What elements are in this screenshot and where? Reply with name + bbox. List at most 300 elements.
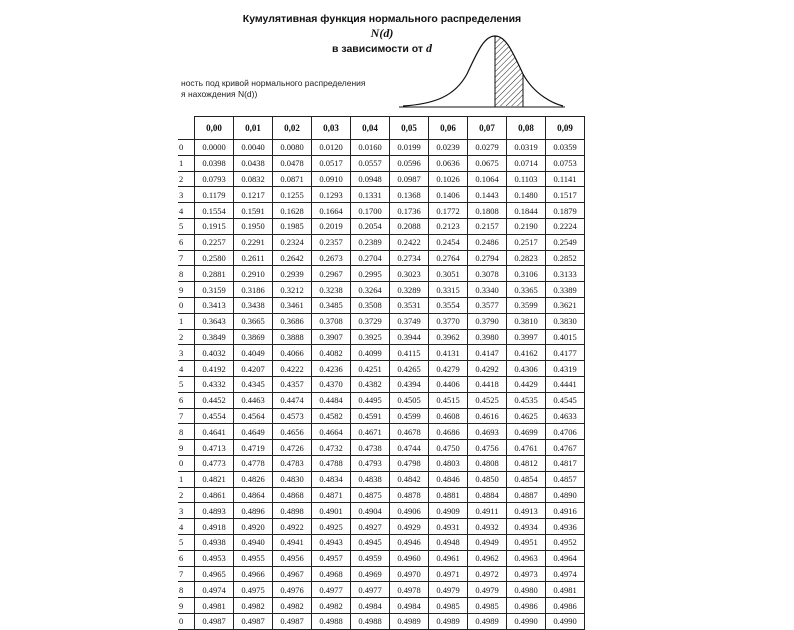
column-header: 0,00 — [195, 117, 234, 140]
table-cell: 0.2054 — [351, 218, 390, 234]
table-cell: 0.4948 — [429, 534, 468, 550]
table-cell: 0.4920 — [234, 519, 273, 535]
table-cell: 0.4989 — [468, 613, 507, 629]
table-cell: 0.4842 — [390, 471, 429, 487]
table-corner — [178, 117, 195, 140]
table-cell: 0.3159 — [195, 282, 234, 298]
table-cell: 0.4535 — [507, 392, 546, 408]
table-cell: 0.4495 — [351, 392, 390, 408]
table-cell: 0.4909 — [429, 503, 468, 519]
table-cell: 0.4788 — [312, 455, 351, 471]
table-row — [178, 566, 585, 582]
table-cell: 0.1700 — [351, 203, 390, 219]
table-cell: 0.4032 — [195, 345, 234, 361]
table-cell: 0.4793 — [351, 455, 390, 471]
table-cell: 0.3770 — [429, 313, 468, 329]
table-cell: 0.0636 — [429, 155, 468, 171]
table-cell: 0.4945 — [351, 534, 390, 550]
table-cell: 0.4966 — [234, 566, 273, 582]
table-cell: 0.2019 — [312, 218, 351, 234]
table-cell: 0.4978 — [390, 582, 429, 598]
table-cell: 0.0040 — [234, 140, 273, 156]
row-label: 2 — [178, 171, 195, 187]
table-cell: 0.0478 — [273, 155, 312, 171]
table-cell: 0.3577 — [468, 297, 507, 313]
table-cell: 0.4881 — [429, 487, 468, 503]
table-cell: 0.4484 — [312, 392, 351, 408]
table-cell: 0.1844 — [507, 203, 546, 219]
table-cell: 0.4968 — [312, 566, 351, 582]
table-cell: 0.1443 — [468, 187, 507, 203]
table-cell: 0.4850 — [468, 471, 507, 487]
table-cell: 0.4913 — [507, 503, 546, 519]
table-cell: 0.4977 — [312, 582, 351, 598]
table-row — [178, 376, 585, 392]
table-cell: 0.4821 — [195, 471, 234, 487]
table-cell: 0.3749 — [390, 313, 429, 329]
table-cell: 0.4616 — [468, 408, 507, 424]
column-header: 0,07 — [468, 117, 507, 140]
table-cell: 0.4981 — [546, 582, 585, 598]
table-body — [178, 140, 585, 630]
column-header: 0,09 — [546, 117, 585, 140]
table-cell: 0.4982 — [234, 598, 273, 614]
row-label: 4 — [178, 203, 195, 219]
table-cell: 0.0714 — [507, 155, 546, 171]
table-cell: 0.4986 — [546, 598, 585, 614]
table-cell: 0.3133 — [546, 266, 585, 282]
row-label: 0 — [178, 140, 195, 156]
table-cell: 0.4979 — [429, 582, 468, 598]
row-label: 9 — [178, 440, 195, 456]
row-label: 5 — [178, 218, 195, 234]
table-cell: 0.3051 — [429, 266, 468, 282]
table-cell: 0.4678 — [390, 424, 429, 440]
table-cell: 0.4987 — [273, 613, 312, 629]
table-row — [178, 392, 585, 408]
table-cell: 0.4147 — [468, 345, 507, 361]
table-cell: 0.0080 — [273, 140, 312, 156]
table-cell: 0.2190 — [507, 218, 546, 234]
table-row — [178, 598, 585, 614]
table-cell: 0.4959 — [351, 550, 390, 566]
table-cell: 0.4854 — [507, 471, 546, 487]
table-cell: 0.4936 — [546, 519, 585, 535]
table-cell: 0.3264 — [351, 282, 390, 298]
table-cell: 0.4345 — [234, 376, 273, 392]
table-cell: 0.4803 — [429, 455, 468, 471]
table-cell: 0.4987 — [195, 613, 234, 629]
table-cell: 0.4927 — [351, 519, 390, 535]
table-cell: 0.4984 — [351, 598, 390, 614]
table-cell: 0.1985 — [273, 218, 312, 234]
table-cell: 0.2734 — [390, 250, 429, 266]
table-cell: 0.4984 — [390, 598, 429, 614]
table-cell: 0.4846 — [429, 471, 468, 487]
table-cell: 0.2224 — [546, 218, 585, 234]
table-cell: 0.4706 — [546, 424, 585, 440]
normal-distribution-table — [178, 116, 585, 630]
table-cell: 0.4956 — [273, 550, 312, 566]
table-cell: 0.3790 — [468, 313, 507, 329]
row-label: 0 — [178, 297, 195, 313]
table-cell: 0.2881 — [195, 266, 234, 282]
table-cell: 0.4115 — [390, 345, 429, 361]
table-cell: 0.4988 — [351, 613, 390, 629]
table-cell: 0.2517 — [507, 234, 546, 250]
table-cell: 0.1950 — [234, 218, 273, 234]
table-cell: 0.3686 — [273, 313, 312, 329]
table-cell: 0.4955 — [234, 550, 273, 566]
table-cell: 0.2642 — [273, 250, 312, 266]
table-cell: 0.4916 — [546, 503, 585, 519]
table-cell: 0.4726 — [273, 440, 312, 456]
table-cell: 0.4761 — [507, 440, 546, 456]
table-cell: 0.1293 — [312, 187, 351, 203]
table-row — [178, 471, 585, 487]
table-cell: 0.2910 — [234, 266, 273, 282]
table-cell: 0.4633 — [546, 408, 585, 424]
caption-line-1: ность под кривой нормального распределения — [181, 78, 366, 88]
table-cell: 0.2673 — [312, 250, 351, 266]
table-cell: 0.2324 — [273, 234, 312, 250]
row-label: 9 — [178, 598, 195, 614]
table-cell: 0.3485 — [312, 297, 351, 313]
table-cell: 0.4812 — [507, 455, 546, 471]
table-cell: 0.4980 — [507, 582, 546, 598]
table-row — [178, 582, 585, 598]
table-cell: 0.0596 — [390, 155, 429, 171]
table-cell: 0.1915 — [195, 218, 234, 234]
column-header: 0,03 — [312, 117, 351, 140]
table-row — [178, 282, 585, 298]
table-cell: 0.4573 — [273, 408, 312, 424]
table-cell: 0.4656 — [273, 424, 312, 440]
table-row — [178, 234, 585, 250]
row-label: 8 — [178, 424, 195, 440]
table-cell: 0.2580 — [195, 250, 234, 266]
table-row — [178, 503, 585, 519]
table-cell: 0.4370 — [312, 376, 351, 392]
table-cell: 0.4986 — [507, 598, 546, 614]
table-cell: 0.3962 — [429, 329, 468, 345]
table-cell: 0.4778 — [234, 455, 273, 471]
table-cell: 0.4896 — [234, 503, 273, 519]
table-cell: 0.4952 — [546, 534, 585, 550]
table-row — [178, 171, 585, 187]
table-cell: 0.1480 — [507, 187, 546, 203]
table-cell: 0.3665 — [234, 313, 273, 329]
table-cell: 0.1141 — [546, 171, 585, 187]
table-cell: 0.4608 — [429, 408, 468, 424]
table-row — [178, 487, 585, 503]
table-row — [178, 519, 585, 535]
table-cell: 0.1255 — [273, 187, 312, 203]
table-cell: 0.0279 — [468, 140, 507, 156]
table-cell: 0.3212 — [273, 282, 312, 298]
table-cell: 0.1772 — [429, 203, 468, 219]
table-cell: 0.2823 — [507, 250, 546, 266]
column-header: 0,02 — [273, 117, 312, 140]
table-cell: 0.4319 — [546, 361, 585, 377]
table-cell: 0.1331 — [351, 187, 390, 203]
table-cell: 0.4798 — [390, 455, 429, 471]
table-cell: 0.4887 — [507, 487, 546, 503]
table-cell: 0.4970 — [390, 566, 429, 582]
table-cell: 0.4957 — [312, 550, 351, 566]
row-label: 4 — [178, 361, 195, 377]
table-cell: 0.4911 — [468, 503, 507, 519]
table-cell: 0.1517 — [546, 187, 585, 203]
table-cell: 0.4875 — [351, 487, 390, 503]
table-row — [178, 345, 585, 361]
table-cell: 0.1628 — [273, 203, 312, 219]
table-cell: 0.2157 — [468, 218, 507, 234]
table-cell: 0.3643 — [195, 313, 234, 329]
row-label: 2 — [178, 487, 195, 503]
title-line-1: Кумулятивная функция нормального распределения N(d) — [242, 13, 522, 40]
table-cell: 0.2422 — [390, 234, 429, 250]
table-row — [178, 140, 585, 156]
table-cell: 0.4474 — [273, 392, 312, 408]
table-row — [178, 424, 585, 440]
table-cell: 0.4981 — [195, 598, 234, 614]
table-cell: 0.4394 — [390, 376, 429, 392]
row-label: 8 — [178, 266, 195, 282]
table-cell: 0.4857 — [546, 471, 585, 487]
table-row — [178, 187, 585, 203]
table-cell: 0.1554 — [195, 203, 234, 219]
table-cell: 0.3554 — [429, 297, 468, 313]
table-cell: 0.4982 — [312, 598, 351, 614]
table-cell: 0.4719 — [234, 440, 273, 456]
table-cell: 0.4946 — [390, 534, 429, 550]
table-cell: 0.4974 — [195, 582, 234, 598]
table-cell: 0.4265 — [390, 361, 429, 377]
shaded-area — [495, 30, 523, 110]
table-cell: 0.4162 — [507, 345, 546, 361]
title-line-2: в зависимости от d — [332, 41, 432, 55]
table-cell: 0.3531 — [390, 297, 429, 313]
row-label: 1 — [178, 155, 195, 171]
table-cell: 0.3907 — [312, 329, 351, 345]
table-cell: 0.1026 — [429, 171, 468, 187]
table-cell: 0.0871 — [273, 171, 312, 187]
row-label: 5 — [178, 376, 195, 392]
table-cell: 0.2257 — [195, 234, 234, 250]
table-cell: 0.4904 — [351, 503, 390, 519]
table-cell: 0.4664 — [312, 424, 351, 440]
table-cell: 0.4931 — [429, 519, 468, 535]
table-cell: 0.2967 — [312, 266, 351, 282]
column-header: 0,04 — [351, 117, 390, 140]
row-label: 6 — [178, 550, 195, 566]
table-cell: 0.4382 — [351, 376, 390, 392]
table-cell: 0.3830 — [546, 313, 585, 329]
table-cell: 0.3389 — [546, 282, 585, 298]
table-cell: 0.4990 — [507, 613, 546, 629]
table-cell: 0.0438 — [234, 155, 273, 171]
table-cell: 0.4505 — [390, 392, 429, 408]
table-cell: 0.0517 — [312, 155, 351, 171]
table-cell: 0.4976 — [273, 582, 312, 598]
table-row — [178, 266, 585, 282]
table-cell: 0.4884 — [468, 487, 507, 503]
table-cell: 0.4938 — [195, 534, 234, 550]
row-label: 6 — [178, 392, 195, 408]
table-cell: 0.4582 — [312, 408, 351, 424]
table-cell: 0.4306 — [507, 361, 546, 377]
table-cell: 0.2486 — [468, 234, 507, 250]
table-cell: 0.4989 — [429, 613, 468, 629]
table-cell: 0.4207 — [234, 361, 273, 377]
table-cell: 0.4545 — [546, 392, 585, 408]
table-cell: 0.4641 — [195, 424, 234, 440]
table-cell: 0.4951 — [507, 534, 546, 550]
table-cell: 0.4987 — [234, 613, 273, 629]
table-cell: 0.1179 — [195, 187, 234, 203]
row-label: 3 — [178, 345, 195, 361]
row-label: 0 — [178, 455, 195, 471]
table-cell: 0.0832 — [234, 171, 273, 187]
table-cell: 0.4830 — [273, 471, 312, 487]
table-cell: 0.3810 — [507, 313, 546, 329]
table-cell: 0.3078 — [468, 266, 507, 282]
table-cell: 0.1736 — [390, 203, 429, 219]
table-row — [178, 550, 585, 566]
table-cell: 0.4251 — [351, 361, 390, 377]
table-cell: 0.4918 — [195, 519, 234, 535]
table-cell: 0.4756 — [468, 440, 507, 456]
table-cell: 0.4934 — [507, 519, 546, 535]
table-cell: 0.3461 — [273, 297, 312, 313]
table-cell: 0.3849 — [195, 329, 234, 345]
table-cell: 0.4878 — [390, 487, 429, 503]
table-cell: 0.3438 — [234, 297, 273, 313]
table-header-row — [178, 117, 585, 140]
table-row — [178, 455, 585, 471]
table-cell: 0.4941 — [273, 534, 312, 550]
table-cell: 0.4861 — [195, 487, 234, 503]
table-row — [178, 408, 585, 424]
table-cell: 0.4922 — [273, 519, 312, 535]
table-cell: 0.4099 — [351, 345, 390, 361]
table-cell: 0.0793 — [195, 171, 234, 187]
table-cell: 0.2704 — [351, 250, 390, 266]
table-cell: 0.4901 — [312, 503, 351, 519]
table-cell: 0.4932 — [468, 519, 507, 535]
table-cell: 0.4964 — [546, 550, 585, 566]
table-cell: 0.4972 — [468, 566, 507, 582]
table-cell: 0.4649 — [234, 424, 273, 440]
table-cell: 0.1808 — [468, 203, 507, 219]
table-cell: 0.1103 — [507, 171, 546, 187]
table-cell: 0.4960 — [390, 550, 429, 566]
table-cell: 0.3186 — [234, 282, 273, 298]
table-cell: 0.4564 — [234, 408, 273, 424]
table-cell: 0.3729 — [351, 313, 390, 329]
table-cell: 0.4279 — [429, 361, 468, 377]
table-cell: 0.4713 — [195, 440, 234, 456]
table-cell: 0.1406 — [429, 187, 468, 203]
table-cell: 0.2794 — [468, 250, 507, 266]
row-label: 9 — [178, 282, 195, 298]
table-cell: 0.4625 — [507, 408, 546, 424]
table-cell: 0.4971 — [429, 566, 468, 582]
caption — [181, 78, 401, 100]
table-cell: 0.3997 — [507, 329, 546, 345]
row-label: 7 — [178, 566, 195, 582]
row-label: 6 — [178, 234, 195, 250]
table-cell: 0.2764 — [429, 250, 468, 266]
table-cell: 0.0239 — [429, 140, 468, 156]
table-cell: 0.4982 — [273, 598, 312, 614]
table-cell: 0.4082 — [312, 345, 351, 361]
bell-curve — [403, 36, 563, 106]
table-cell: 0.4441 — [546, 376, 585, 392]
table-cell: 0.4808 — [468, 455, 507, 471]
table-cell: 0.4066 — [273, 345, 312, 361]
table-cell: 0.3708 — [312, 313, 351, 329]
table-cell: 0.4975 — [234, 582, 273, 598]
table-row — [178, 250, 585, 266]
table-cell: 0.4773 — [195, 455, 234, 471]
table-cell: 0.1879 — [546, 203, 585, 219]
table-row — [178, 203, 585, 219]
table-cell: 0.4732 — [312, 440, 351, 456]
table-row — [178, 218, 585, 234]
table-cell: 0.3869 — [234, 329, 273, 345]
table-cell: 0.0359 — [546, 140, 585, 156]
table-cell: 0.4671 — [351, 424, 390, 440]
table-cell: 0.4599 — [390, 408, 429, 424]
table-cell: 0.4750 — [429, 440, 468, 456]
table-cell: 0.2549 — [546, 234, 585, 250]
table-row — [178, 440, 585, 456]
table-row — [178, 297, 585, 313]
column-header: 0,01 — [234, 117, 273, 140]
table-cell: 0.4418 — [468, 376, 507, 392]
table-cell: 0.4961 — [429, 550, 468, 566]
table-cell: 0.4965 — [195, 566, 234, 582]
table-cell: 0.4871 — [312, 487, 351, 503]
table-cell: 0.4332 — [195, 376, 234, 392]
table-cell: 0.3340 — [468, 282, 507, 298]
table-cell: 0.3944 — [390, 329, 429, 345]
table-cell: 0.2123 — [429, 218, 468, 234]
row-label: 2 — [178, 329, 195, 345]
table-cell: 0.4834 — [312, 471, 351, 487]
table-cell: 0.2995 — [351, 266, 390, 282]
table-cell: 0.1064 — [468, 171, 507, 187]
table-cell: 0.0120 — [312, 140, 351, 156]
table-cell: 0.2291 — [234, 234, 273, 250]
table-cell: 0.4990 — [546, 613, 585, 629]
table-cell: 0.4963 — [507, 550, 546, 566]
table-cell: 0.4222 — [273, 361, 312, 377]
table-cell: 0.2611 — [234, 250, 273, 266]
table-cell: 0.4131 — [429, 345, 468, 361]
table-cell: 0.4890 — [546, 487, 585, 503]
table-cell: 0.4429 — [507, 376, 546, 392]
column-header: 0,08 — [507, 117, 546, 140]
table-cell: 0.4906 — [390, 503, 429, 519]
table-cell: 0.4940 — [234, 534, 273, 550]
table-cell: 0.3621 — [546, 297, 585, 313]
table-cell: 0.4452 — [195, 392, 234, 408]
table-row — [178, 313, 585, 329]
table-cell: 0.3238 — [312, 282, 351, 298]
